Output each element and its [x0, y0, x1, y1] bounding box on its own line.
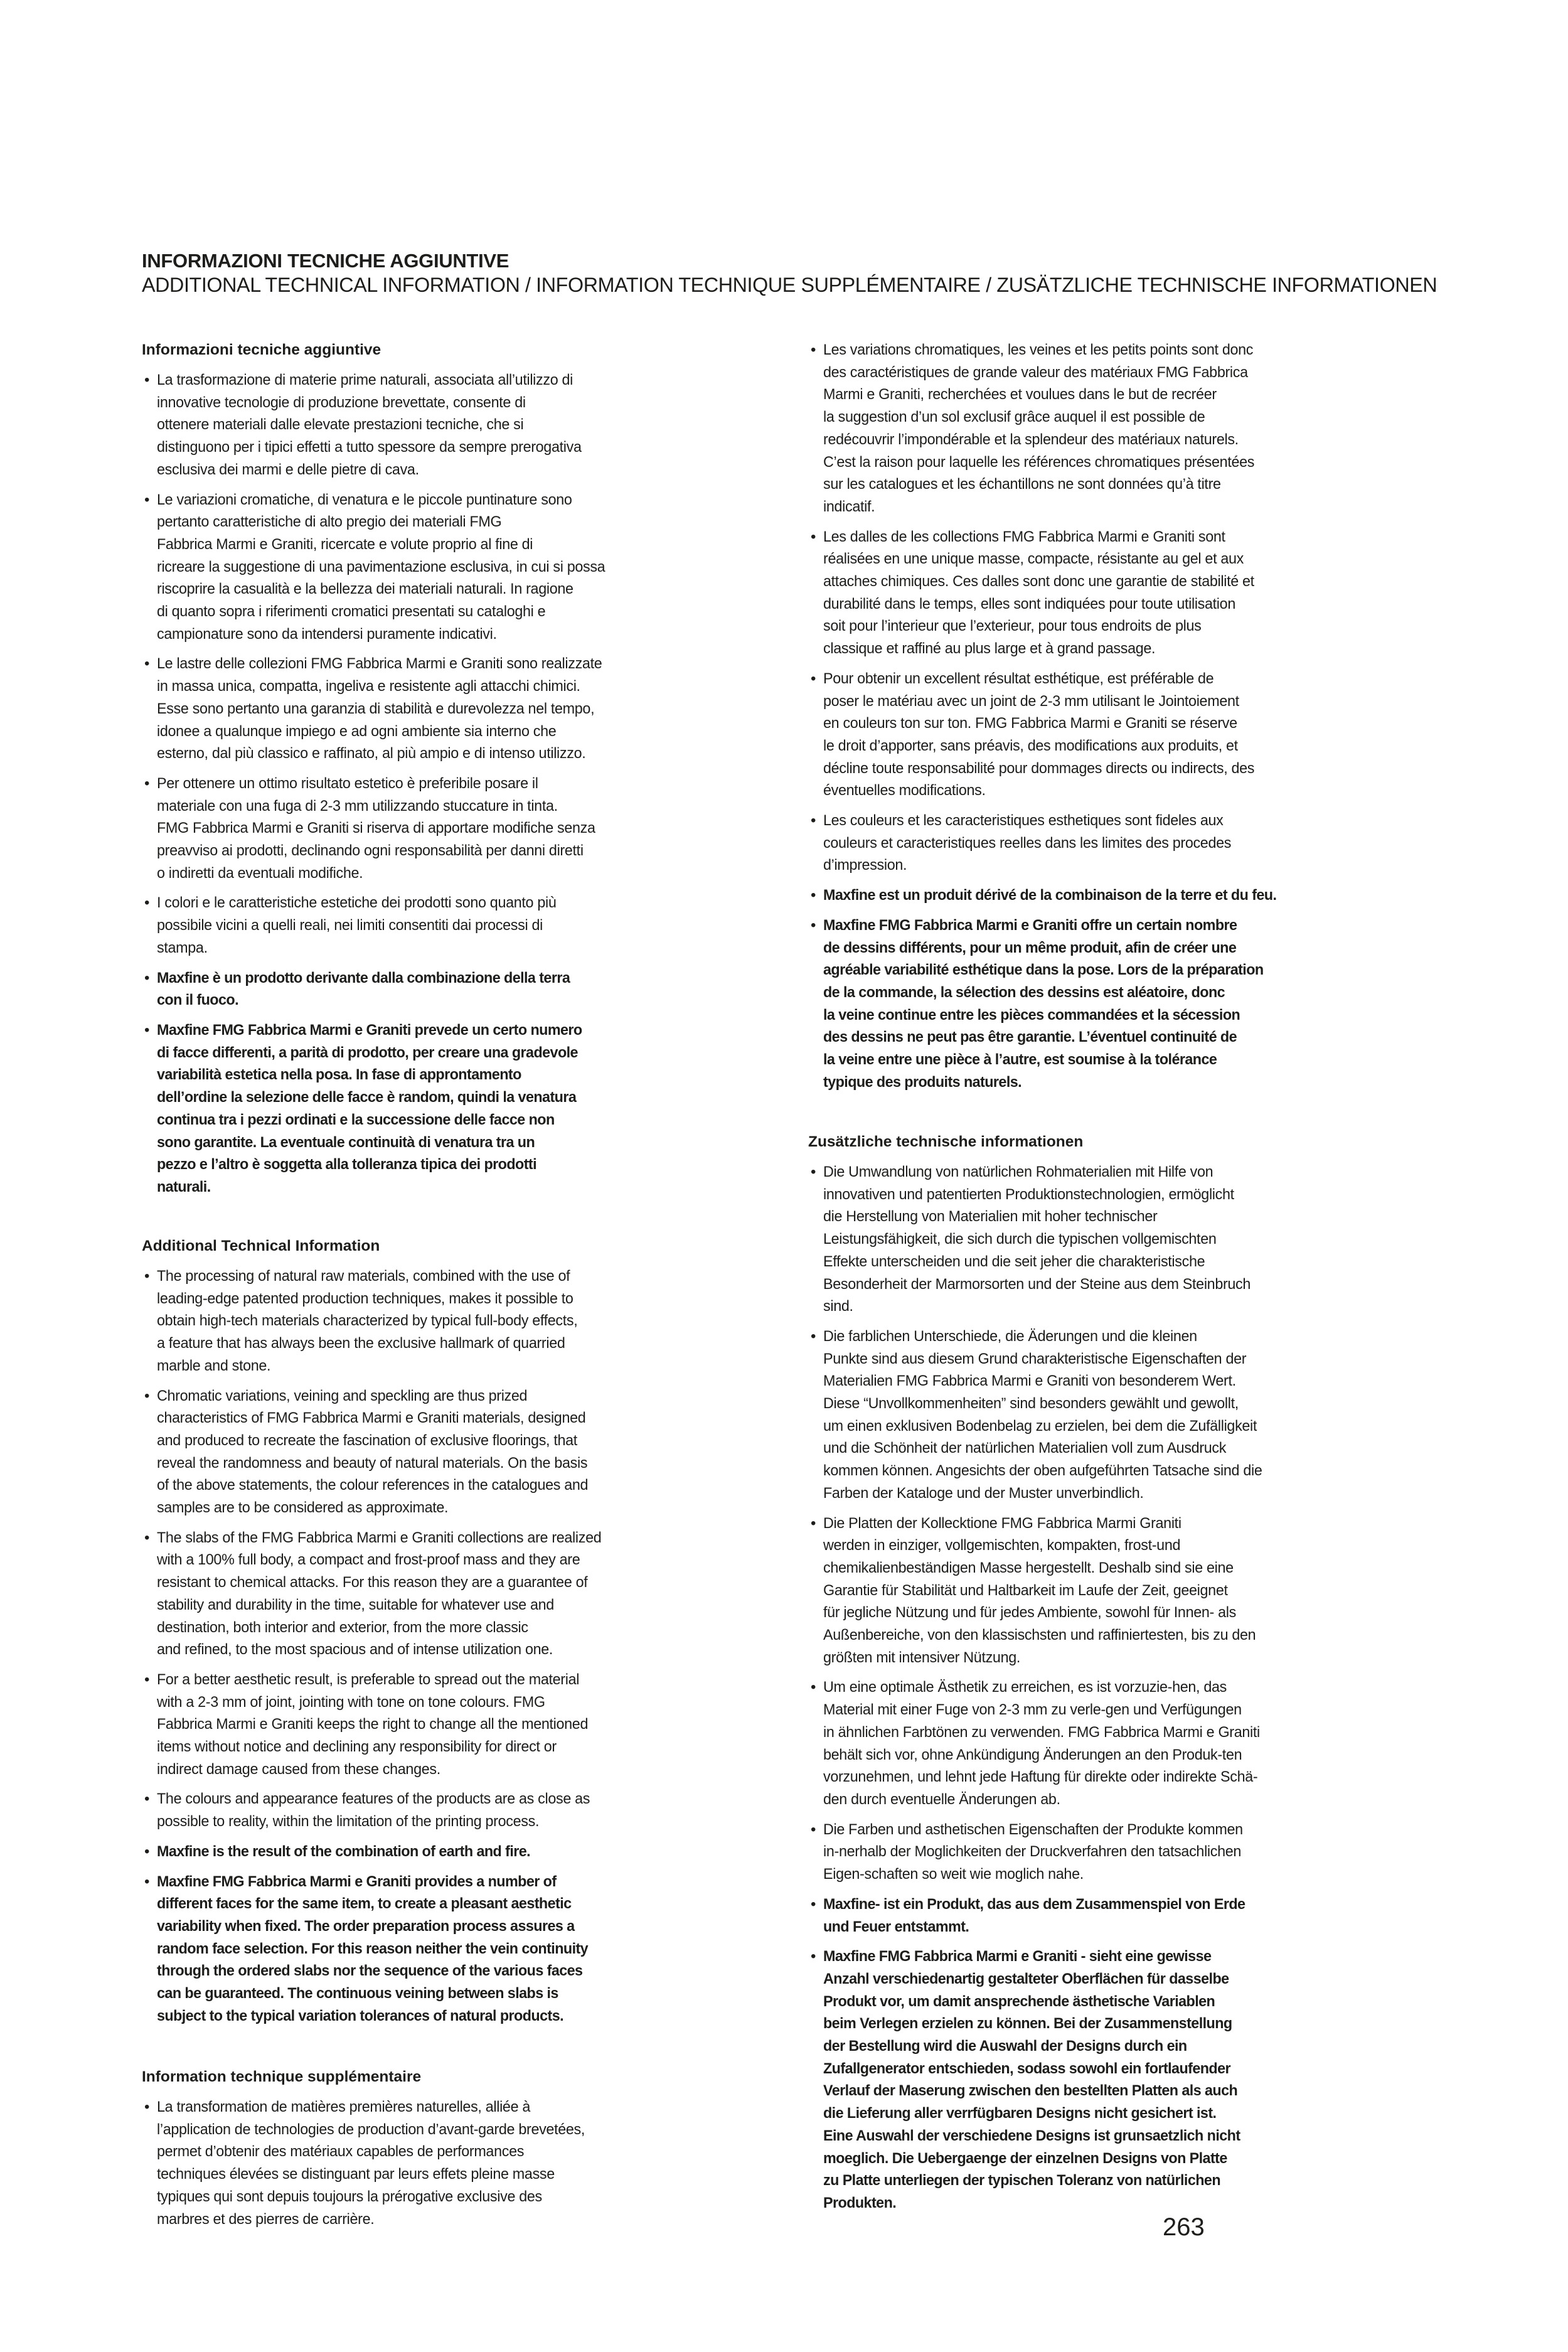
bullet-icon: • [811, 1820, 816, 1838]
text-line: characteristics of FMG Fabbrica Marmi e Graniti materials, designed [157, 1409, 586, 1427]
text-line: um einen exklusiven Bodenbelag zu erzielen, bei dem die Zufälligkeit [823, 1417, 1257, 1435]
text-line: Die Farben und asthetischen Eigenschaften der Produkte kommen [823, 1820, 1243, 1838]
text-line: distinguono per i tipici effetti a tutto spessore da sempre prerogativa [157, 439, 582, 456]
list-item [142, 1527, 769, 1661]
text-line: campionature sono da intendersi puramente indicativi. [157, 625, 497, 643]
text-line: en couleurs ton sur ton. FMG Fabbrica Marmi e Graniti se réserve [823, 715, 1237, 732]
text-line: Maxfine FMG Fabbrica Marmi e Graniti offre un certain nombre [823, 916, 1237, 934]
text-line: des dessins ne peut pas être garantie. L’éventuel continuité de [823, 1029, 1237, 1046]
text-line: Die farblichen Unterschiede, die Äderungen und die kleinen [823, 1327, 1197, 1345]
section-italian [142, 339, 769, 1206]
text-line: innovative tecnologie di produzione brevettate, consente di [157, 393, 526, 411]
text-line: pertanto caratteristiche di alto pregio dei materiali FMG [157, 513, 502, 531]
text-line: Punkte sind aus diesem Grund charakteristische Eigenschaften der [823, 1350, 1247, 1367]
bullet-icon: • [811, 1948, 816, 1965]
text-line: through the ordered slabs nor the sequence of the various faces [157, 1962, 583, 1980]
text-line: moeglich. Die Uebergaenge der einzelnen Designs von Platte [823, 2149, 1227, 2167]
text-line: l’application de technologies de production d’avant-garde brevetées, [157, 2120, 585, 2138]
section-french-continued [808, 339, 1436, 1101]
text-line: reveal the randomness and beauty of natural materials. On the basis [157, 1454, 588, 1472]
list-item [142, 1871, 769, 2028]
bullet-icon: • [811, 812, 816, 830]
bullet-icon: • [144, 1387, 150, 1404]
text-line: con il fuoco. [157, 992, 238, 1009]
bullet-icon: • [811, 916, 816, 934]
text-line: behält sich vor, ohne Ankündigung Änderungen an den Produk-ten [823, 1746, 1242, 1763]
text-line: Maxfine FMG Fabbrica Marmi e Graniti prevede un certo numero [157, 1021, 582, 1039]
text-line: in-nerhalb der Moglichkeiten der Druckverfahren den tatsachlichen [823, 1843, 1242, 1861]
bullet-icon: • [144, 655, 150, 673]
section-heading: Informazioni tecniche aggiuntive [142, 341, 381, 358]
text-line: Le lastre delle collezioni FMG Fabbrica Marmi e Graniti sono realizzate [157, 655, 602, 673]
text-line: Le variazioni cromatiche, di venatura e le piccole puntinature sono [157, 491, 572, 508]
text-line: Chromatic variations, veining and speckling are thus prized [157, 1387, 528, 1404]
list-item [142, 1385, 769, 1519]
text-line: beim Verlegen erzielen zu können. Bei der Zusammenstellung [823, 2015, 1232, 2033]
text-line: Garantie für Stabilität und Haltbarkeit im Laufe der Zeit, geeignet [823, 1581, 1228, 1599]
list-item [142, 489, 769, 646]
text-line: Diese “Unvollkommenheiten” sind besonders gewählt und gewollt, [823, 1395, 1239, 1413]
bullet-icon: • [144, 372, 150, 388]
text-line: resistant to chemical attacks. For this reason they are a guarantee of [157, 1574, 588, 1591]
list-item [142, 1265, 769, 1377]
text-line: Per ottenere un ottimo risultato estetico è preferibile posare il [157, 774, 538, 792]
list-item [808, 1819, 1436, 1886]
text-line: innovativen und patentierten Produktionstechnologien, ermöglicht [823, 1185, 1234, 1203]
bullet-icon: • [811, 341, 816, 358]
text-line: can be guaranteed. The continuous veining between slabs is [157, 1985, 558, 2002]
text-line: de la commande, la sélection des dessins est aléatoire, donc [823, 983, 1225, 1001]
section-heading: Information technique supplémentaire [142, 2068, 422, 2085]
section-heading: Zusätzliche technische informationen [808, 1133, 1084, 1150]
text-line: Leistungsfähigkeit, die sich durch die typischen vollgemischten [823, 1231, 1217, 1248]
text-line: Material mit einer Fuge von 2-3 mm zu verle-gen und Verfügungen [823, 1701, 1242, 1719]
bullet-icon: • [811, 528, 816, 545]
list-item [142, 1788, 769, 1832]
text-line: couleurs et caracteristiques reelles dans les limites des procedes [823, 834, 1232, 852]
bullet-icon: • [144, 491, 150, 508]
bullet-icon: • [144, 1529, 150, 1546]
text-line: réalisées en une unique masse, compacte, résistante au gel et aux [823, 550, 1244, 568]
text-line: different faces for the same item, to create a pleasant aesthetic [157, 1895, 572, 1913]
list-item [808, 668, 1436, 802]
text-line: Farben der Kataloge und der Muster unverbindlich. [823, 1484, 1144, 1502]
section-english [142, 1235, 769, 2035]
text-line: größten mit intensiver Nützung. [823, 1649, 1021, 1666]
text-line: preavviso ai prodotti, declinando ogni responsabilità per danni diretti [157, 842, 584, 860]
text-line: Die Umwandlung von natürlichen Rohmaterialien mit Hilfe von [823, 1163, 1213, 1180]
text-line: typiques qui sont depuis toujours la prérogative exclusive des [157, 2188, 542, 2205]
text-line: agréable variabilité esthétique dans la pose. Lors de la préparation [823, 961, 1264, 979]
list-item [142, 653, 769, 765]
text-line: pezzo e l’altro è soggetta alla tolleranza tipica dei prodotti [157, 1156, 537, 1173]
list-item [142, 967, 769, 1012]
text-line: typique des produits naturels. [823, 1073, 1022, 1091]
section-heading: Additional Technical Information [142, 1237, 380, 1254]
bullet-icon: • [144, 1873, 150, 1890]
section-french [142, 2066, 769, 2238]
text-line: random face selection. For this reason neither the vein continuity [157, 1940, 589, 1957]
bullet-icon: • [811, 1327, 816, 1345]
bullet-icon: • [144, 1842, 150, 1860]
text-line: Außenbereiche, von den klassischsten und raffiniertesten, bis zu den [823, 1627, 1256, 1644]
text-line: samples are to be considered as approximate. [157, 1499, 449, 1517]
text-line: with a 2-3 mm of joint, jointing with tone on tone colours. FMG [157, 1693, 545, 1711]
text-line: des caractéristiques de grande valeur des matériaux FMG Fabbrica [823, 363, 1248, 381]
text-line: marbres et des pierres de carrière. [157, 2210, 375, 2228]
text-line: soit pour l’interieur que l’exterieur, pour tous endroits de plus [823, 617, 1202, 635]
bullet-icon: • [811, 1895, 816, 1913]
list-item [808, 1945, 1436, 2214]
text-line: sind. [823, 1298, 853, 1315]
text-line: and produced to recreate the fascination of exclusive floorings, that [157, 1431, 577, 1449]
text-line: Maxfine- ist ein Produkt, das aus dem Zusammenspiel von Erde [823, 1895, 1245, 1913]
text-line: and refined, to the most spacious and of intense utilization one. [157, 1641, 553, 1659]
text-line: indirect damage caused from these changes. [157, 1760, 440, 1778]
text-line: stability and durability in the time, suitable for whatever use and [157, 1596, 554, 1613]
text-line: und Feuer entstammt. [823, 1918, 969, 1935]
text-line: Les couleurs et les caracteristiques esthetiques sont fideles aux [823, 812, 1224, 830]
bullet-icon: • [144, 1021, 150, 1039]
page-title: INFORMAZIONI TECNICHE AGGIUNTIVE [142, 250, 509, 272]
bullet-icon: • [144, 2098, 150, 2115]
text-line: subject to the typical variation tolerances of natural products. [157, 2007, 564, 2024]
text-line: Marmi e Graniti, recherchées et voulues dans le but de recréer [823, 386, 1217, 404]
text-line: The slabs of the FMG Fabbrica Marmi e Graniti collections are realized [157, 1529, 602, 1546]
list-item [808, 1512, 1436, 1669]
text-line: zu Platte unterliegen der typischen Toleranz von natürlichen [823, 2172, 1221, 2189]
text-line: Produkt vor, um damit ansprechende ästhetische Variablen [823, 1992, 1215, 2010]
text-line: o indiretti da eventuali modifiche. [157, 864, 363, 882]
text-line: Besonderheit der Marmorsorten und der Steine aus dem Steinbruch [823, 1275, 1251, 1293]
text-line: items without notice and declining any responsibility for direct or [157, 1738, 557, 1756]
text-line: The colours and appearance features of the products are as close as [157, 1790, 590, 1808]
text-line: esclusiva dei marmi e delle pietre di cava. [157, 461, 419, 478]
text-line: Maxfine FMG Fabbrica Marmi e Graniti provides a number of [157, 1873, 557, 1890]
text-line: de dessins différents, pour un même produit, afin de créer une [823, 939, 1237, 956]
text-line: kommen können. Angesichts der oben aufgeführten Tatsache sind die [823, 1462, 1262, 1480]
text-line: possibile vicini a quelli reali, nei limiti consentiti dai processi di [157, 917, 543, 934]
bullet-icon: • [811, 1163, 816, 1180]
text-line: sono garantite. La eventuale continuità di venatura tra un [157, 1133, 535, 1151]
text-line: ottenere materiali dalle elevate prestazioni tecniche, che si [157, 416, 524, 434]
text-line: attaches chimiques. Ces dalles sont donc une garantie de stabilité et [823, 573, 1254, 591]
text-line: stampa. [157, 939, 208, 956]
text-line: den durch eventuelle Änderungen ab. [823, 1790, 1060, 1808]
list-item [142, 1841, 769, 1863]
list-item [808, 884, 1436, 907]
text-line: I colori e le caratteristiche estetiche dei prodotti sono quanto più [157, 894, 557, 912]
text-line: materiale con una fuga di 2-3 mm utilizzando stuccature in tinta. [157, 797, 558, 815]
list-item [808, 914, 1436, 1094]
text-line: esterno, dal più classico e raffinato, al più ampio e di intenso utilizzo. [157, 745, 586, 762]
text-line: la veine entre une pièce à l’autre, est soumise à la tolérance [823, 1051, 1217, 1069]
bullet-icon: • [144, 894, 150, 912]
text-line: naturali. [157, 1178, 211, 1195]
text-line: possible to reality, within the limitation of the printing process. [157, 1813, 540, 1831]
list-item [808, 1893, 1436, 1938]
text-line: der Bestellung wird die Auswahl der Designs durch ein [823, 2038, 1187, 2055]
list-item [808, 1161, 1436, 1318]
section-german [808, 1131, 1436, 2222]
text-line: Maxfine est un produit dérivé de la combinaison de la terre et du feu. [823, 887, 1277, 904]
text-line: variabilità estetica nella posa. In fase di approntamento [157, 1066, 521, 1084]
text-line: vorzunehmen, und lehnt jede Haftung für direkte oder indirekte Schä- [823, 1768, 1258, 1786]
text-line: ricreare la suggestione di una pavimentazione esclusiva, in cui si possa [157, 558, 605, 575]
list-item [808, 339, 1436, 518]
text-line: dell’ordine la selezione delle facce è random, quindi la venatura [157, 1089, 577, 1106]
text-line: classique et raffiné au plus large et à grand passage. [823, 640, 1156, 658]
text-line: Eigen-schaften so weit wie moglich nahe. [823, 1866, 1084, 1883]
text-line: a feature that has always been the exclusive hallmark of quarried [157, 1335, 565, 1352]
text-line: Maxfine è un prodotto derivante dalla combinazione della terra [157, 969, 570, 986]
text-line: indicatif. [823, 498, 875, 515]
text-line: La transformation de matières premières naturelles, alliée à [157, 2098, 531, 2115]
text-line: leading-edge patented production techniques, makes it possible to [157, 1290, 573, 1307]
text-line: la suggestion d’un sol exclusif grâce auquel il est possible de [823, 409, 1205, 426]
list-item [142, 892, 769, 959]
list-item [808, 1325, 1436, 1505]
bullet-icon: • [144, 969, 150, 986]
text-line: sur les catalogues et les échantillons ne sont données qu’à titre [823, 476, 1221, 493]
text-line: d’impression. [823, 857, 907, 874]
text-line: chemikalienbeständigen Masse hergestellt. Deshalb sind sie eine [823, 1559, 1234, 1576]
bullet-icon: • [144, 1268, 150, 1285]
bullet-icon: • [811, 1679, 816, 1696]
text-line: The processing of natural raw materials, combined with the use of [157, 1268, 570, 1285]
list-item [808, 526, 1436, 660]
text-line: und die Schönheit der natürlichen Materialien voll zum Ausdruck [823, 1440, 1227, 1457]
page-subtitle: ADDITIONAL TECHNICAL INFORMATION / INFORMATION TECHNIQUE SUPPLÉMENTAIRE / ZUSÄTZLICHE TECHNISCHE INFORMATIONEN [142, 274, 1437, 296]
text-line: marble and stone. [157, 1357, 271, 1374]
text-line: la veine continue entre les pièces commandées et la sécession [823, 1006, 1240, 1024]
text-line: werden in einziger, vollgemischten, kompakten, frost-und [823, 1537, 1181, 1554]
bullet-icon: • [144, 1670, 150, 1688]
text-line: For a better aesthetic result, is preferable to spread out the material [157, 1670, 580, 1688]
text-line: Effekte unterscheiden und die seit jeher die charakteristische [823, 1253, 1205, 1270]
text-line: FMG Fabbrica Marmi e Graniti si riserva di apportare modifiche senza [157, 820, 595, 837]
list-item [142, 1019, 769, 1199]
text-line: destination, both interior and exterior, from the more classic [157, 1618, 528, 1636]
page-number: 263 [1163, 2213, 1205, 2241]
list-item [142, 772, 769, 885]
text-line: Maxfine FMG Fabbrica Marmi e Graniti - sieht eine gewisse [823, 1948, 1212, 1965]
text-line: Maxfine is the result of the combination of earth and fire. [157, 1842, 531, 1860]
text-line: Fabbrica Marmi e Graniti keeps the right to change all the mentioned [157, 1716, 589, 1733]
text-line: die Herstellung von Materialien mit hoher technischer [823, 1208, 1158, 1226]
text-line: éventuelles modifications. [823, 782, 986, 799]
text-line: redécouvrir l’impondérable et la splendeur des matériaux naturels. [823, 430, 1239, 448]
text-line: obtain high-tech materials characterized by typical full-body effects, [157, 1312, 578, 1330]
text-line: Zufallgenerator entschieden, sodass sowohl ein fortlaufender [823, 2060, 1231, 2077]
text-line: Um eine optimale Ästhetik zu erreichen, es ist vorzuzie-hen, das [823, 1679, 1227, 1696]
text-line: Esse sono pertanto una garanzia di stabilità e durevolezza nel tempo, [157, 700, 595, 717]
text-line: di facce differenti, a parità di prodotto, per creare una gradevole [157, 1044, 578, 1061]
text-line: Die Platten der Kollecktione FMG Fabbrica Marmi Graniti [823, 1514, 1181, 1532]
text-line: poser le matériau avec un joint de 2-3 mm utilisant le Jointoiement [823, 692, 1239, 710]
bullet-icon: • [811, 887, 816, 904]
text-line: Eine Auswahl der verschiedene Designs ist grunsaetzlich nicht [823, 2127, 1240, 2144]
bullet-icon: • [811, 1514, 816, 1532]
text-line: Fabbrica Marmi e Graniti, ricercate e volute proprio al fine di [157, 535, 533, 553]
text-line: C’est la raison pour laquelle les références chromatiques présentées [823, 453, 1255, 471]
bullet-icon: • [811, 670, 816, 687]
text-line: Materialien FMG Fabbrica Marmi e Graniti von besonderem Wert. [823, 1372, 1236, 1390]
list-item [142, 2096, 769, 2230]
text-line: of the above statements, the colour references in the catalogues and [157, 1477, 589, 1494]
text-line: in ähnlichen Farbtönen zu verwenden. FMG Fabbrica Marmi e Graniti [823, 1723, 1260, 1741]
text-line: die Lieferung aller verrfügbaren Designs nicht gesichert ist. [823, 2105, 1217, 2122]
text-line: continua tra i pezzi ordinati e la successione delle facce non [157, 1111, 555, 1128]
text-line: riscoprire la casualità e la bellezza dei materiali naturali. In ragione [157, 580, 573, 598]
text-line: in massa unica, compatta, ingeliva e resistente agli attacchi chimici. [157, 678, 580, 695]
text-line: Pour obtenir un excellent résultat esthétique, est préférable de [823, 670, 1214, 687]
text-line: with a 100% full body, a compact and frost-proof mass and they are [157, 1551, 580, 1569]
text-line: für jegliche Nützung und für jedes Ambiente, sowohl für Innen- als [823, 1604, 1236, 1622]
list-item [142, 1669, 769, 1781]
text-line: La trasformazione di materie prime naturali, associata all’utilizzo di [157, 372, 573, 388]
text-line: Les variations chromatiques, les veines et les petits points sont donc [823, 341, 1254, 358]
text-line: techniques élevées se distinguant par leurs effets pleine masse [157, 2166, 555, 2183]
text-line: idonee a qualunque impiego e ad ogni ambiente sia interno che [157, 722, 557, 740]
text-line: di quanto sopra i riferimenti cromatici presentati su cataloghi e [157, 603, 546, 621]
text-line: permet d’obtenir des matériaux capables de performances [157, 2143, 525, 2161]
text-line: Verlauf der Maserung zwischen den bestellten Platten als auch [823, 2082, 1238, 2100]
list-item [808, 810, 1436, 877]
text-line: décline toute responsabilité pour dommages directs ou indirects, des [823, 759, 1255, 777]
bullet-icon: • [144, 774, 150, 792]
list-item [808, 1676, 1436, 1810]
list-item [142, 369, 769, 481]
text-line: Produkten. [823, 2194, 897, 2211]
text-line: Les dalles de les collections FMG Fabbrica Marmi e Graniti sont [823, 528, 1225, 545]
text-line: le droit d’apporter, sans préavis, des modifications aux produits, et [823, 737, 1238, 754]
text-line: variability when fixed. The order preparation process assures a [157, 1917, 575, 1935]
text-line: Anzahl verschiedenartig gestalteter Oberflächen für dasselbe [823, 1970, 1229, 1987]
text-line: durabilité dans le temps, elles sont indiquées pour toute utilisation [823, 595, 1235, 612]
bullet-icon: • [144, 1790, 150, 1808]
